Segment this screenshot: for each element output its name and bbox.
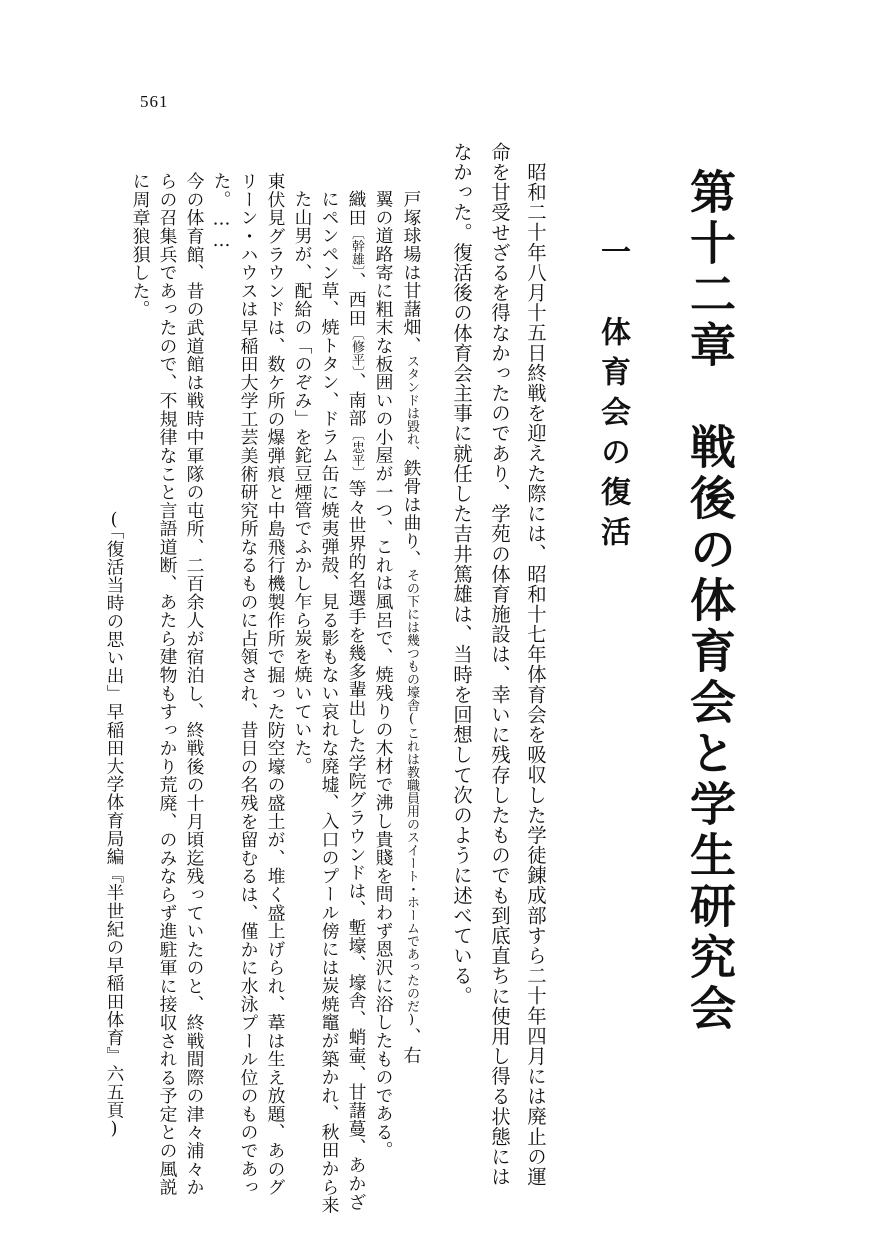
quote-line-1 [398,190,425,1064]
quote-line-10: らの召集兵であったので、不規律なこと言語道断、あたら建物もすっかり荒廃、のみならず進駐軍に接収される予定との風説 [157,172,178,1197]
section-title: 一 体育会の復活 [595,236,630,556]
quote-note: 〔幹雄〕 [349,226,364,273]
quote-note: 〔忠平〕 [349,427,364,480]
quote-line-11: に周章狼狽した。 [130,172,151,319]
quote-text: 鉄骨は曲り、 [401,458,422,569]
quote-line-2: 翼の道路寄に粗末な板囲いの小屋が一つ、これは風呂で、焼残りの木材で沸し貴賤を問わず恩沢に浴したものである。 [373,190,394,1160]
intro-line-2: 命を甘受せざるを得なかったのであり、学苑の体育施設は、幸いに残存したものでも到底直ちに使用し得る状態には [488,142,511,1187]
quote-text: スタンドは毀れ、 [404,354,419,459]
quote-note: 〔修平〕 [349,326,364,373]
quote-text: 織田 [346,190,367,227]
quote-text: その下には幾つもの壕舎 [404,568,419,712]
quote-line-8: た。…… [211,172,232,252]
quote-line-7: リーン・ハウスは早稲田大学工芸美術研究所なるものに占領され、昔日の名残を留むるは、僅かに水泳プール位のものであっ [238,172,259,1197]
intro-line-1: 昭和二十年八月十五日終戦を迎えた際には、昭和十七年体育会を吸収した学徒錬成部すら二十年四月には廃止の運 [524,162,547,1187]
chapter-title: 第十二章 戦後の体育会と学生研究会 [683,168,737,1035]
quote-line-6: 東伏見グラウンドは、数ケ所の爆弾痕と中島飛行機製作所で掘った防空壕の盛土が、堆く盛上げられ、葦は生え放題、あのグ [265,172,286,1197]
quote-text: 等々世界的名選手を幾多輩出した学院グラウンドは、塹壕、壕舎、蛸壷、甘藷蔓、あかざ [346,479,367,1211]
quote-line-3 [343,190,370,1211]
intro-line-3: なかった。復活後の体育会主事に就任した吉井篤雄は、当時を回想して次のように述べている。 [450,142,473,1006]
quote-line-5: た山男が、配給の「のぞみ」を鉈豆煙管でふかし乍ら炭を焼いていた。 [292,190,313,776]
quote-text: 戸塚球場は甘藷畑、 [401,190,422,355]
quote-text: 、南部 [346,372,367,428]
quote-text: 、右 [401,1027,422,1064]
page-number: 561 [140,92,169,111]
citation: (「復活当時の思い出」早稲田大学体育局編『半世紀の早稲田体育』六五頁) [104,510,124,1140]
quote-line-9: 今の体育館、昔の武道館は戦時中軍隊の屯所、二百余人が宿泊し、終戦後の十月頃迄残っていたのと、終戦間際の津々浦々か [184,172,205,1197]
quote-line-4: にペンペン草、焼トタン、ドラム缶に焼夷弾殻、見る影もない哀れな廃墟、入口のプール傍には炭焼竈が築かれ、秋田から来 [319,190,340,1215]
quote-text: 、西田 [346,272,367,327]
quote-note: (これは教職員用のスイート・ホームであったのだ) [404,711,419,1028]
